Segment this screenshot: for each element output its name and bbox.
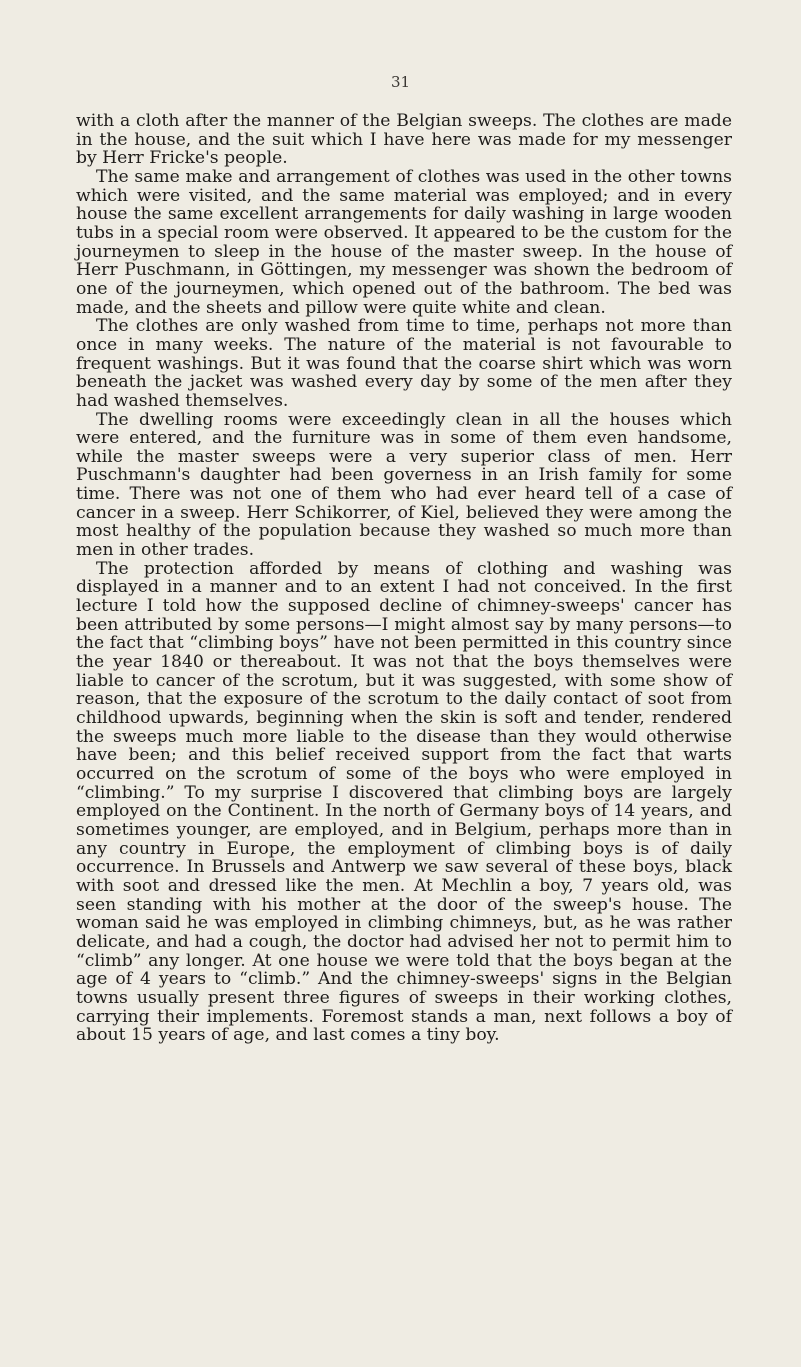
page-number: 31 (390, 73, 411, 91)
paragraph-4: The dwelling rooms were exceedingly clean in all the houses which were entered, and the furniture was in some of them even handsome, while the master sweeps were a very superior class of men. Herr Puschmann's daughter had been governess in an Irish family for some time. There was not one of them who had ever heard tell of a case of cancer in a sweep. Herr Schikorrer, of Kiel, believed they were among the most healthy of the population because they washed so much more than men in other trades. (76, 409, 732, 561)
paragraph-2: The same make and arrangement of clothes was used in the other towns which were visited, and the same material was employed; and in every house the same excellent arrangements for daily washing in large wooden tubs in a special room were observed. It appeared to be the custom for the journeymen to sleep in the house of the master sweep. In the house of Herr Puschmann, in Göttingen, my messenger was shown the bedroom of one of the journeymen, which opened out of the bathroom. The bed was made, and the sheets and pillow were quite white and clean. (76, 166, 732, 318)
body-text (76, 112, 732, 1045)
paragraph-5: The protection afforded by means of clothing and washing was displayed in a manner and to an extent I had not conceived. In the first lecture I told how the supposed decline of chimney-sweeps' cancer has been attributed by some persons—I might almost say by many persons—to the fact that “climbing boys” have not been permitted in this country since the year 1840 or thereabout. It was not that the boys themselves were liable to cancer of the scrotum, but it was suggested, with some show of reason, that the exposure of the scrotum to the daily contact of soot from childhood upwards, beginning when the skin is soft and tender, rendered the sweeps much more liable to the disease than they would otherwise have been; and this belief received support from the fact that warts occurred on the scrotum of some of the boys who were employed in “climbing.” To my surprise I discovered that climbing boys are largely employed on the Continent. In the north of Germany boys of 14 years, and sometimes younger, are employed, and in Belgium, perhaps more than in any country in Europe, the employment of climbing boys is of daily occurrence. In Brussels and Antwerp we saw several of these boys, black with soot and dressed like the men. At Mechlin a boy, 7 years old, was seen standing with his mother at the door of the sweep's house. The woman said he was employed in climbing chimneys, but, as he was rather delicate, and had a cough, the doctor had advised her not to permit him to “climb” any longer. At one house we were told that the boys began at the age of 4 years to “climb.” And the chimney-sweeps' signs in the Belgian towns usually present three figures of sweeps in their working clothes, carrying their implements. Foremost stands a man, next follows a boy of about 15 years of age, and last comes a tiny boy. (76, 558, 732, 1046)
paragraph-1: with a cloth after the manner of the Belgian sweeps. The clothes are made in the house, and the suit which I have here was made for my messenger by Herr Fricke's people. (76, 111, 732, 169)
paragraph-3: The clothes are only washed from time to time, perhaps not more than once in many weeks. The nature of the material is not favourable to frequent washings. But it was found that the coarse shirt which was worn beneath the jacket was washed every day by some of the men after they had washed themselves. (76, 316, 732, 411)
